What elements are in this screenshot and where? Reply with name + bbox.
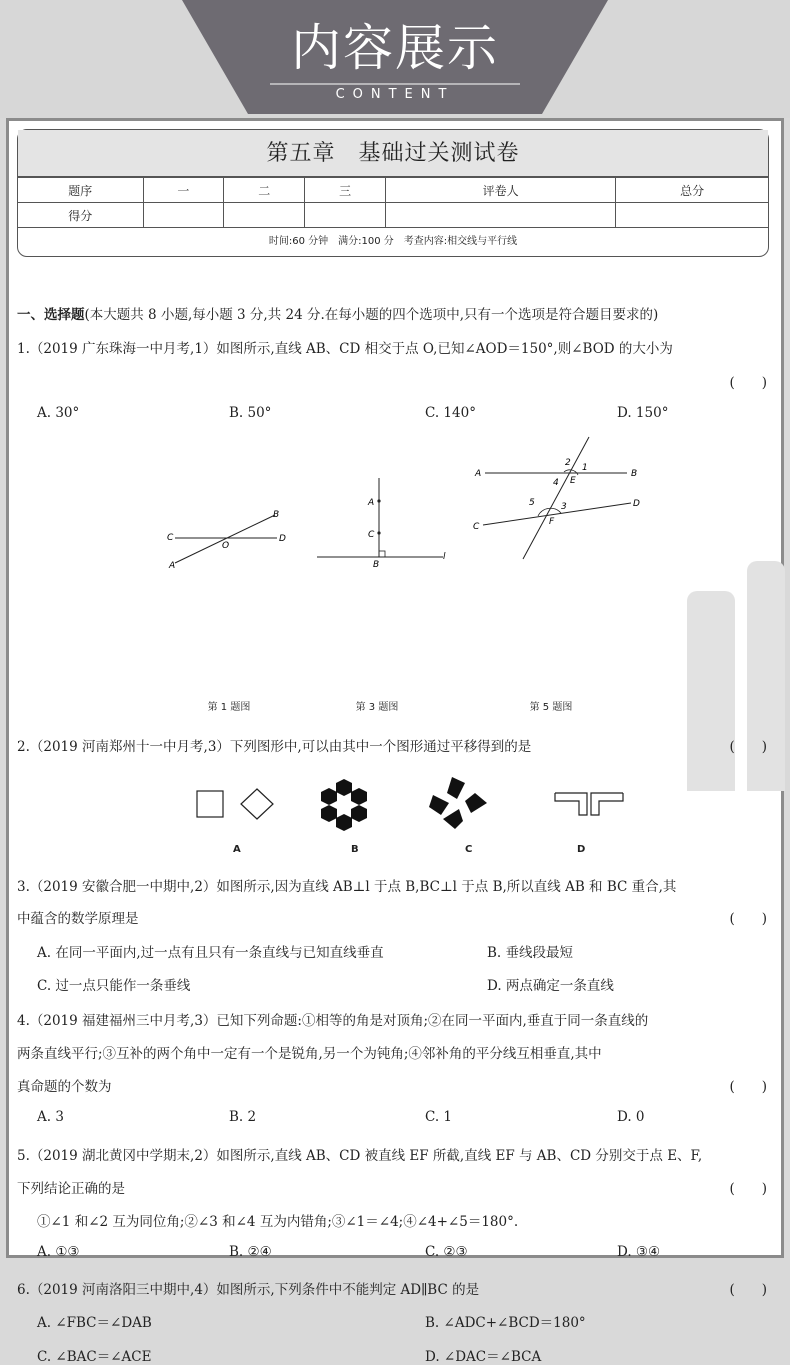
answer-paren[interactable]: ( ) bbox=[729, 1079, 767, 1095]
fig5-label: 3 bbox=[561, 502, 567, 512]
question-1: 1.（2019 广东珠海一中月考,1）如图所示,直线 AB、CD 相交于点 O,已知∠AOD＝150°,则∠BOD 的大小为 bbox=[17, 341, 673, 357]
shape-b[interactable] bbox=[321, 779, 367, 831]
option-b[interactable]: B. 50° bbox=[229, 405, 272, 421]
question-4-cont: 两条直线平行;③互补的两个角中一定有一个是锐角,另一个为钝角;④邻补角的平分线互相垂直,其中 bbox=[17, 1046, 602, 1062]
question-5: 5.（2019 湖北黄冈中学期末,2）如图所示,直线 AB、CD 被直线 EF 所截,直线 EF 与 AB、CD 分别交于点 E、F, bbox=[17, 1148, 703, 1164]
score-cell: 一 bbox=[143, 178, 224, 203]
question-3: 3.（2019 安徽合肥一中期中,2）如图所示,因为直线 AB⊥l 于点 B,BC⊥l 于点 B,所以直线 AB 和 BC 重合,其 bbox=[17, 879, 677, 895]
score-cell: 评卷人 bbox=[386, 178, 616, 203]
exam-meta: 时间:60 分钟 满分:100 分 考查内容:相交线与平行线 bbox=[268, 236, 518, 247]
score-cell: 题序 bbox=[18, 178, 143, 203]
option-d[interactable]: D. ③④ bbox=[617, 1244, 661, 1260]
option-d[interactable]: D. 两点确定一条直线 bbox=[487, 978, 614, 994]
score-cell: 得分 bbox=[18, 203, 143, 228]
option-b[interactable]: B. ②④ bbox=[229, 1244, 272, 1260]
score-table bbox=[18, 177, 768, 228]
question-6: 6.（2019 河南洛阳三中期中,4）如图所示,下列条件中不能判定 AD∥BC 的是 bbox=[17, 1282, 480, 1298]
score-cell: 总分 bbox=[616, 178, 768, 203]
option-a[interactable]: A. ∠FBC＝∠DAB bbox=[37, 1315, 152, 1331]
header-banner bbox=[0, 0, 790, 118]
fig1-label: B bbox=[273, 510, 280, 520]
fig3-label: B bbox=[373, 560, 380, 570]
shape-label: A bbox=[233, 844, 241, 855]
answer-paren[interactable]: ( ) bbox=[729, 375, 767, 391]
option-a[interactable]: A. ①③ bbox=[37, 1244, 80, 1260]
option-b[interactable]: B. 垂线段最短 bbox=[487, 945, 574, 961]
fig5-label: B bbox=[631, 469, 638, 479]
watermark-shape bbox=[687, 591, 735, 791]
shape-label: C bbox=[465, 844, 473, 855]
section-heading bbox=[17, 303, 658, 323]
question-5-cont: 下列结论正确的是 bbox=[17, 1181, 125, 1197]
shape-a[interactable] bbox=[197, 789, 273, 819]
figure-caption: 第 3 题图 bbox=[355, 702, 399, 713]
option-b[interactable]: B. ∠ADC+∠BCD＝180° bbox=[425, 1315, 586, 1331]
banner-divider bbox=[270, 82, 520, 86]
fig3-label: l bbox=[443, 552, 446, 562]
translation-shapes bbox=[187, 773, 627, 833]
answer-paren[interactable]: ( ) bbox=[729, 1181, 767, 1197]
option-a[interactable]: A. 在同一平面内,过一点有且只有一条直线与已知直线垂直 bbox=[37, 945, 384, 961]
score-cell: 二 bbox=[224, 178, 305, 203]
option-c[interactable]: C. 过一点只能作一条垂线 bbox=[37, 978, 191, 994]
shape-label: B bbox=[351, 844, 359, 855]
option-b[interactable]: B. 2 bbox=[229, 1109, 257, 1125]
option-c[interactable]: C. 1 bbox=[425, 1109, 453, 1125]
figure-3 bbox=[317, 478, 446, 570]
section-title: 一、选择题 bbox=[17, 307, 85, 323]
fig1-label: D bbox=[279, 534, 286, 544]
score-input[interactable] bbox=[386, 203, 616, 228]
question-4: 4.（2019 福建福州三中月考,3）已知下列命题:①相等的角是对顶角;②在同一平面内,垂直于同一条直线的 bbox=[17, 1013, 649, 1029]
fig1-label: O bbox=[222, 541, 230, 551]
paper-title: 第五章 基础过关测试卷 bbox=[18, 130, 768, 177]
fig3-label: C bbox=[368, 530, 375, 540]
fig3-label: A bbox=[368, 498, 375, 508]
watermark-shape bbox=[747, 561, 785, 791]
score-input[interactable] bbox=[224, 203, 305, 228]
fig5-label: 4 bbox=[553, 478, 559, 488]
figure-5 bbox=[473, 437, 640, 559]
figure-caption: 第 5 题图 bbox=[529, 702, 573, 713]
fig1-label: A bbox=[169, 561, 176, 571]
section-desc: (本大题共 8 小题,每小题 3 分,共 24 分.在每小题的四个选项中,只有一个选项是符合题目要求的) bbox=[84, 307, 659, 323]
figure-1 bbox=[167, 510, 286, 571]
option-d[interactable]: D. 0 bbox=[617, 1109, 645, 1125]
option-d[interactable]: D. 150° bbox=[617, 405, 669, 421]
fig5-label: C bbox=[473, 522, 480, 532]
shape-c[interactable] bbox=[429, 777, 487, 829]
fig5-label: 5 bbox=[529, 498, 535, 508]
fig5-label: 1 bbox=[582, 463, 588, 473]
fig5-label: E bbox=[570, 476, 576, 486]
score-header-row bbox=[18, 178, 768, 203]
fig5-label: D bbox=[633, 499, 640, 509]
fig5-label: A bbox=[475, 469, 482, 479]
question-3-cont: 中蕴含的数学原理是 bbox=[17, 911, 139, 927]
score-input[interactable] bbox=[305, 203, 386, 228]
geometry-figures bbox=[157, 433, 647, 593]
score-input[interactable] bbox=[616, 203, 768, 228]
score-cell: 三 bbox=[305, 178, 386, 203]
option-c[interactable]: C. ∠BAC＝∠ACE bbox=[37, 1349, 152, 1365]
fig5-label: 2 bbox=[565, 458, 571, 468]
score-value-row bbox=[18, 203, 768, 228]
answer-paren[interactable]: ( ) bbox=[729, 739, 767, 755]
option-a[interactable]: A. 30° bbox=[37, 405, 80, 421]
question-4-cont: 真命题的个数为 bbox=[17, 1079, 112, 1095]
figure-caption: 第 1 题图 bbox=[207, 702, 251, 713]
question-5-statements: ①∠1 和∠2 互为同位角;②∠3 和∠4 互为内错角;③∠1＝∠4;④∠4+∠5＝180°. bbox=[37, 1214, 519, 1230]
answer-paren[interactable]: ( ) bbox=[729, 911, 767, 927]
score-box bbox=[17, 129, 769, 257]
fig1-label: C bbox=[167, 533, 174, 543]
question-2: 2.（2019 河南郑州十一中月考,3）下列图形中,可以由其中一个图形通过平移得到的是 bbox=[17, 739, 532, 755]
option-d[interactable]: D. ∠DAC＝∠BCA bbox=[425, 1349, 542, 1365]
fig5-label: F bbox=[549, 517, 555, 527]
answer-paren[interactable]: ( ) bbox=[729, 1282, 767, 1298]
option-c[interactable]: C. ②③ bbox=[425, 1244, 468, 1260]
shape-label: D bbox=[577, 844, 586, 855]
shape-d[interactable] bbox=[555, 793, 623, 815]
score-input[interactable] bbox=[143, 203, 224, 228]
option-c[interactable]: C. 140° bbox=[425, 405, 476, 421]
exam-paper bbox=[6, 118, 784, 1365]
option-a[interactable]: A. 3 bbox=[37, 1109, 64, 1125]
banner-title: 内容展示 bbox=[291, 19, 499, 77]
banner-subtitle: CONTENT bbox=[335, 87, 455, 102]
